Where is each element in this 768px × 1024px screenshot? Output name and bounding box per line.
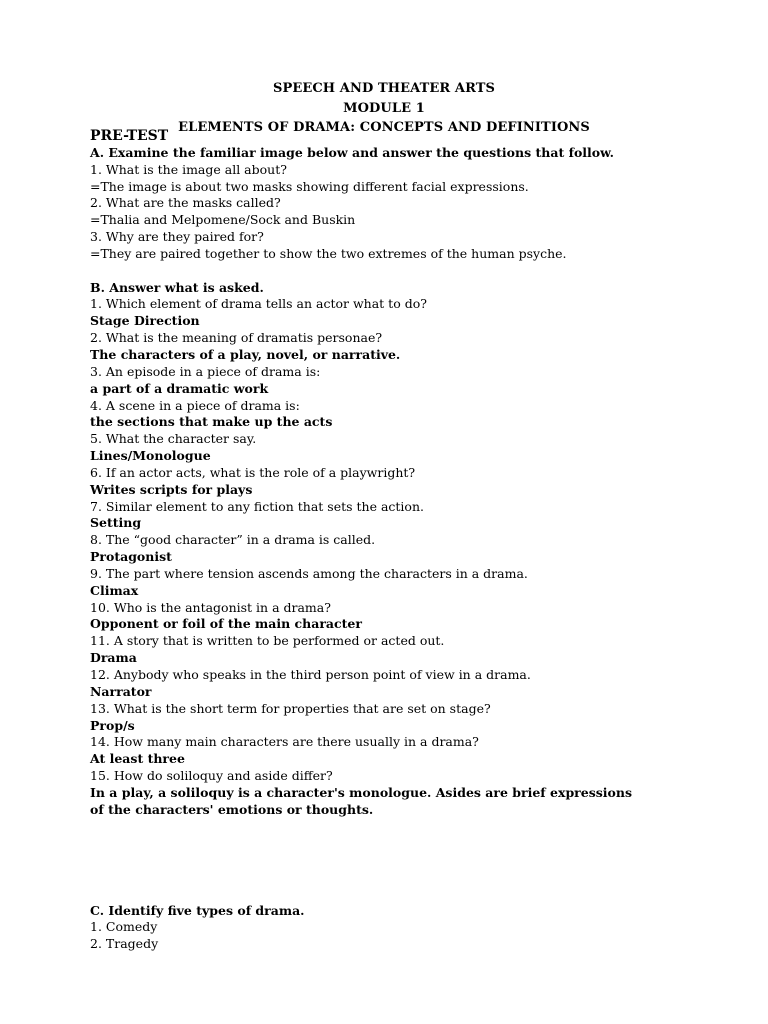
section-b-answer: Opponent or foil of the main character — [90, 616, 362, 632]
section-c-item: 2. Tragedy — [90, 936, 159, 952]
section-b-question: 3. An episode in a piece of drama is: — [90, 363, 321, 379]
section-b-answer: Prop/s — [90, 717, 135, 733]
pretest-heading: PRE-TEST — [90, 128, 169, 144]
section-b-answer: Climax — [90, 582, 139, 598]
section-b-answer: the sections that make up the acts — [90, 414, 333, 430]
section-a-question: 2. What are the masks called? — [90, 195, 281, 211]
section-b-question: 14. How many main characters are there usually in a drama? — [90, 734, 479, 750]
section-b-question: 10. Who is the antagonist in a drama? — [90, 599, 331, 615]
section-b-question: 7. Similar element to any fiction that sets the action. — [90, 498, 424, 514]
section-b-answer: Drama — [90, 650, 137, 666]
section-a-answer: =The image is about two masks showing different facial expressions. — [90, 178, 529, 194]
module-number: MODULE 1 — [343, 100, 425, 116]
course-title: SPEECH AND THEATER ARTS — [272, 81, 496, 96]
module-title: ELEMENTS OF DRAMA: CONCEPTS AND DEFINITIONS — [178, 120, 590, 135]
section-b-answer: In a play, a soliloquy is a character's monologue. Asides are brief expressions of the characters' emotions or thoughts. — [90, 784, 633, 817]
section-b-question: 11. A story that is written to be performed or acted out. — [90, 633, 445, 649]
document-body — [90, 128, 690, 953]
section-b-question: 2. What is the meaning of dramatis personae? — [90, 330, 383, 346]
section-b-question: 15. How do soliloquy and aside differ? — [90, 768, 333, 784]
section-b-answer: The characters of a play, novel, or narrative. — [90, 346, 401, 362]
section-b-question: 5. What the character say. — [90, 431, 257, 447]
section-a-title: A. Examine the familiar image below and answer the questions that follow. — [90, 144, 614, 160]
section-b-answer: At least three — [90, 751, 185, 767]
spacer — [90, 819, 690, 903]
section-b-question: 9. The part where tension ascends among the characters in a drama. — [90, 565, 528, 581]
section-a-answer: =They are paired together to show the two extremes of the human psyche. — [90, 245, 567, 261]
section-b-question: 1. Which element of drama tells an actor what to do? — [90, 296, 427, 312]
section-a-answer: =Thalia and Melpomene/Sock and Buskin — [90, 212, 356, 228]
section-b-answer: Protagonist — [90, 549, 172, 565]
section-a-question: 1. What is the image all about? — [90, 161, 287, 177]
section-b-answer: a part of a dramatic work — [90, 380, 269, 396]
section-b-question: 8. The “good character” in a drama is called. — [90, 532, 376, 548]
section-b-answer: Writes scripts for plays — [90, 481, 253, 497]
section-b-answer: Setting — [90, 515, 142, 531]
section-b-question: 6. If an actor acts, what is the role of a playwright? — [90, 464, 416, 480]
section-a-question: 3. Why are they paired for? — [90, 229, 264, 245]
section-b-question: 4. A scene in a piece of drama is: — [90, 397, 300, 413]
section-b-title: B. Answer what is asked. — [90, 279, 264, 295]
section-c-title: C. Identify five types of drama. — [90, 902, 305, 918]
spacer — [90, 263, 690, 280]
section-b-answer: Lines/Monologue — [90, 448, 211, 464]
section-b-question: 13. What is the short term for properties that are set on stage? — [90, 700, 491, 716]
section-c-item: 1. Comedy — [90, 919, 158, 935]
section-b-answer: Narrator — [90, 683, 152, 699]
section-b-answer: Stage Direction — [90, 313, 200, 329]
section-b-question: 12. Anybody who speaks in the third person point of view in a drama. — [90, 667, 531, 682]
